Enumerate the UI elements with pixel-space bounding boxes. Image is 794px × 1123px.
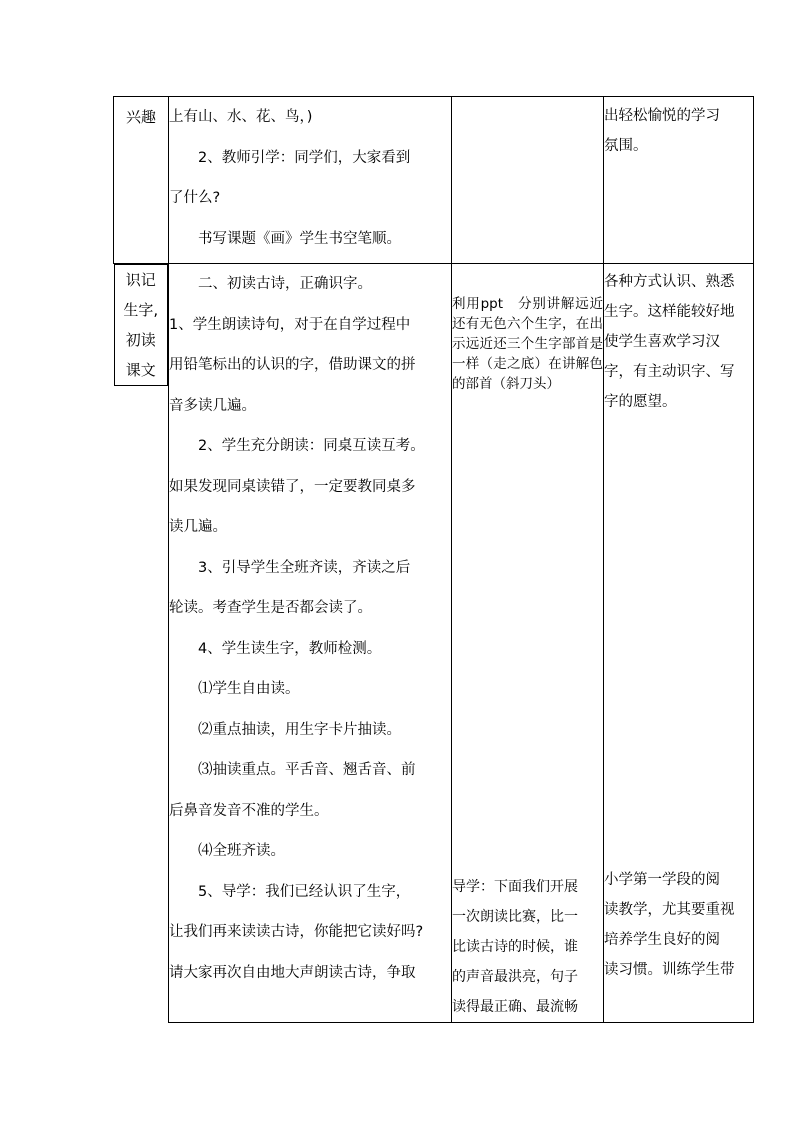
note-line: 氛围。 (604, 138, 648, 154)
media-guide-line: 读得最正确、最流畅 (452, 999, 578, 1015)
process-line: 读几遍。 (169, 519, 227, 535)
process-line: 音多读几遍。 (169, 397, 256, 414)
process-line: 请大家再次自由地大声朗读古诗，争取 (169, 964, 416, 981)
process-line: ⑷全班齐读。 (198, 843, 285, 859)
process-line: 2、教师引学：同学们，大家看到 (198, 149, 411, 166)
note-line: 各种方式认识、熟悉 (604, 274, 735, 290)
stage-cell (114, 97, 169, 264)
process-line: 轮读。考查学生是否都会读了。 (169, 600, 372, 616)
process-cell (169, 264, 452, 1023)
process-line: 让我们再来读读古诗，你能把它读好吗? (169, 924, 424, 940)
note-line: 小学第一学段的阅 (604, 872, 720, 888)
note-line: 使学生喜欢学习汉 (604, 334, 720, 350)
media-cell (452, 97, 604, 264)
media-guide-line: 一次朗读比赛，比一 (452, 909, 578, 925)
process-line: 二、初读古诗，正确识字。 (198, 276, 372, 292)
process-line: 4、学生读生字，教师检测。 (198, 640, 382, 657)
note-line: 生字。这样能较好地 (604, 304, 735, 320)
table-row (114, 264, 754, 1023)
process-line: ⑵重点抽读，用生字卡片抽读。 (198, 721, 401, 738)
media-guide-line: 比读古诗的时候，谁 (452, 939, 578, 955)
note-line: 读习惯。训练学生带 (604, 962, 735, 978)
process-line: 书写课题《画》学生书空笔顺。 (198, 230, 401, 247)
stage-label: 生字, (123, 301, 159, 319)
note-line: 字的愿望。 (604, 394, 677, 410)
media-guide-line: 的声音最洪亮，句子 (452, 969, 578, 985)
process-line: 3、引导学生全班齐读，齐读之后 (198, 559, 411, 576)
process-line: 用铅笔标出的认识的字，借助课文的拼 (169, 357, 416, 373)
note-line: 字，有主动识字、写 (604, 364, 735, 380)
lesson-plan-table (113, 96, 754, 1023)
process-line: 1、学生朗读诗句，对于在自学过程中 (169, 316, 411, 333)
media-cell (452, 264, 604, 1023)
note-line: 出轻松愉悦的学习 (604, 108, 720, 124)
stage-cell (114, 264, 169, 386)
stage-label: 兴趣 (125, 108, 156, 126)
process-line: ⑴学生自由读。 (198, 681, 300, 697)
process-line: 2、学生充分朗读：同桌互读互考。 (198, 438, 425, 454)
note-cell (604, 97, 754, 264)
note-line: 培养学生良好的阅 (604, 932, 720, 948)
media-guide-line: 导学：下面我们开展 (452, 879, 578, 895)
media-note: 利用ppt 分别讲解远近还有无色六个生字，在出示远近还三个生字部首是一样（走之底）在讲解色的部首（斜刀头） (452, 296, 603, 392)
process-line: 如果发现同桌读错了，一定要教同桌多 (169, 478, 416, 495)
note-line: 读教学，尤其要重视 (604, 902, 735, 918)
process-line: 5、导学：我们已经认识了生字， (198, 883, 411, 900)
process-line: 上有山、水、花、鸟，) (169, 109, 313, 125)
stage-label: 识记 (125, 271, 156, 289)
process-line: 了什么? (169, 190, 221, 206)
process-line: 后鼻音发音不准的学生。 (169, 802, 329, 819)
stage-label: 课文 (125, 361, 156, 379)
process-line: ⑶抽读重点。平舌音、翘舌音、前 (198, 762, 416, 778)
stage-label: 初读 (125, 331, 156, 349)
process-cell (169, 97, 452, 264)
table-row (114, 97, 754, 264)
note-cell (604, 264, 754, 1023)
